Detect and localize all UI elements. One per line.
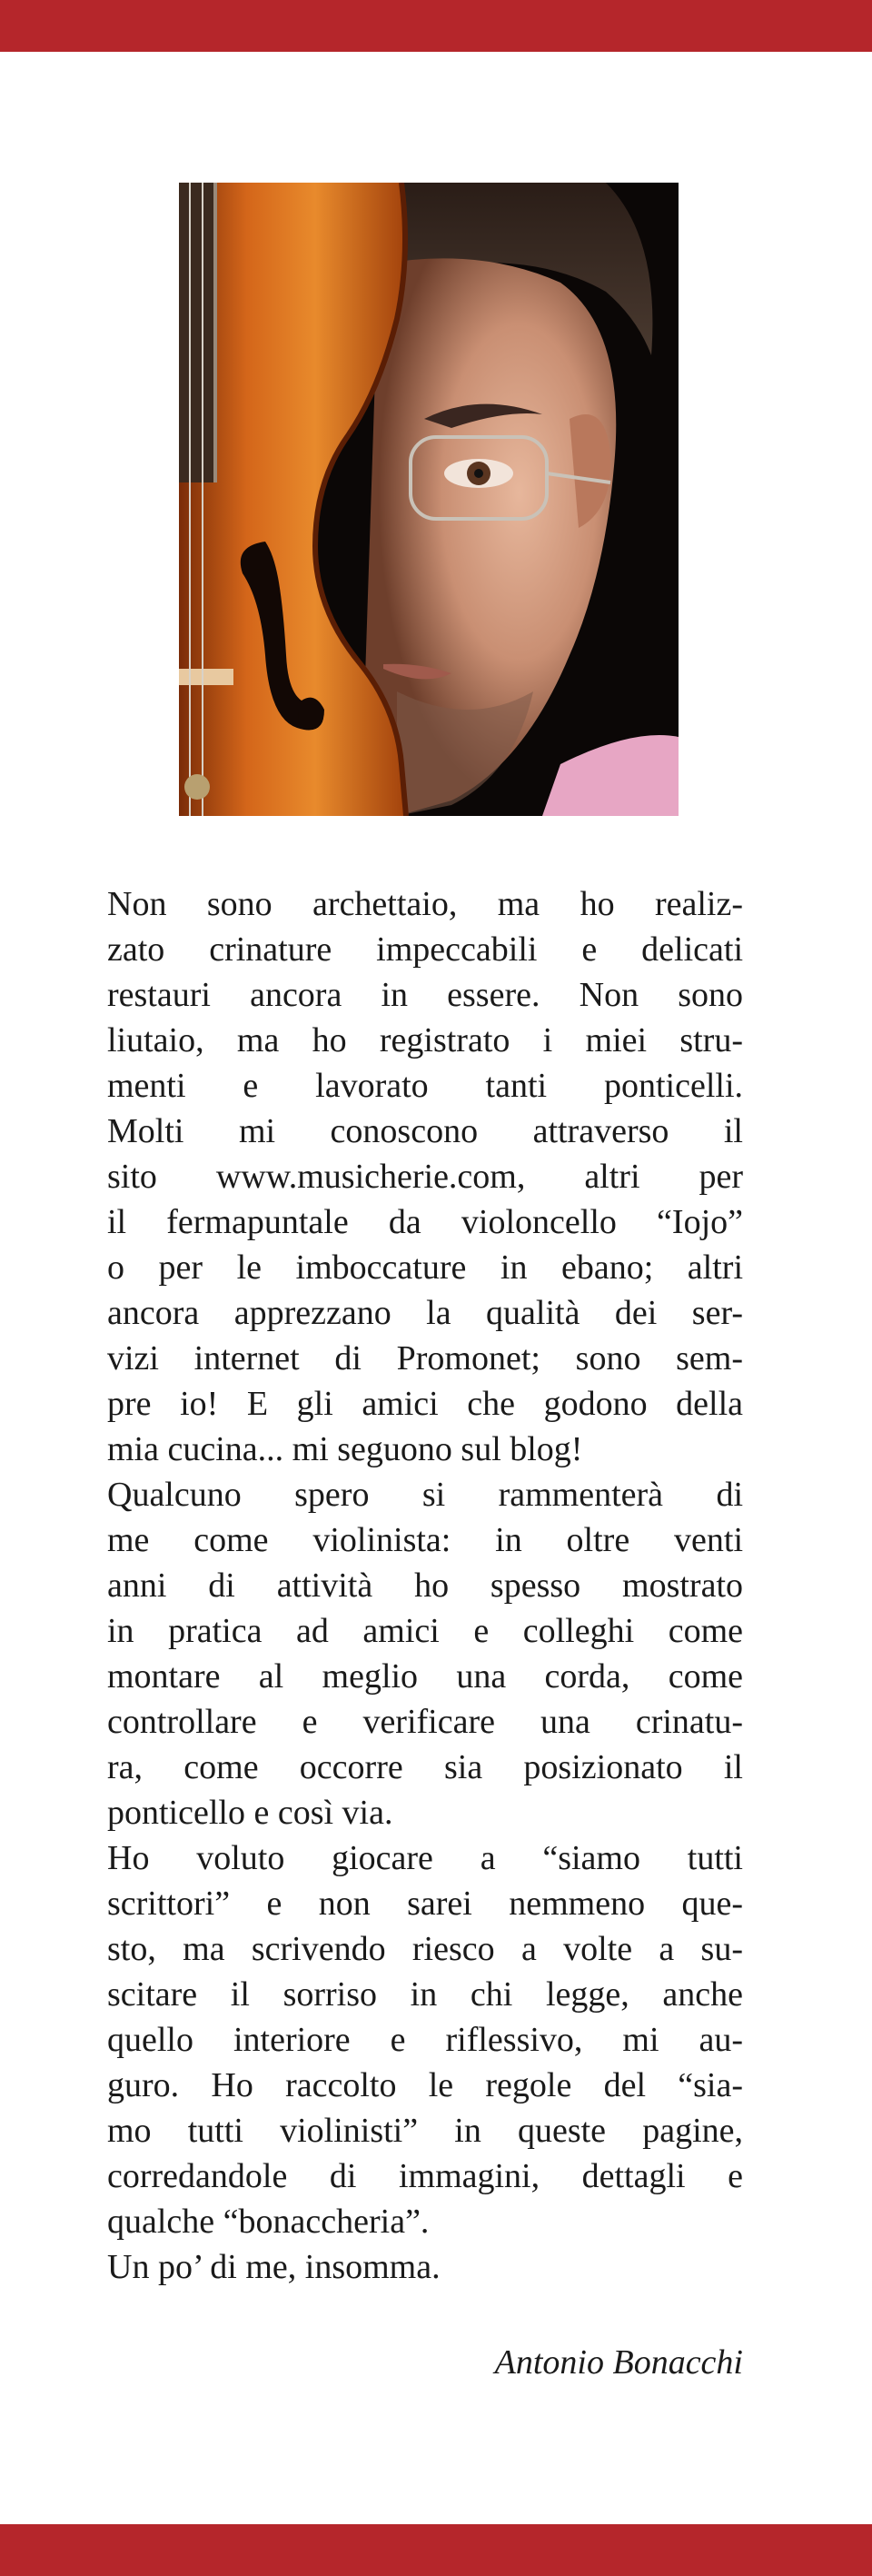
bio-line: ra, come occorre sia posizionato il [107, 1748, 743, 1786]
violin-portrait-photo [179, 183, 679, 816]
bio-line: me come violinista: in oltre venti [107, 1521, 743, 1559]
bio-line: o per le imboccature in ebano; altri [107, 1248, 743, 1287]
bio-line: Un po’ di me, insomma. [107, 2248, 441, 2286]
bio-line: pre io! E gli amici che godono della [107, 1385, 743, 1423]
bottom-color-band [0, 2524, 872, 2576]
bio-line: mia cucina... mi seguono sul blog! [107, 1430, 583, 1468]
bio-line: in pratica ad amici e colleghi come [107, 1612, 743, 1650]
bio-line: Ho voluto giocare a “siamo tutti [107, 1839, 743, 1877]
bio-line: Qualcuno spero si rammenterà di [107, 1476, 743, 1514]
bio-line: montare al meglio una corda, come [107, 1657, 743, 1696]
bio-line: ancora apprezzano la qualità dei ser- [107, 1294, 743, 1332]
bio-line: quello interiore e riflessivo, mi au- [107, 2021, 743, 2059]
top-color-band [0, 0, 872, 52]
bio-line: liutaio, ma ho registrato i miei stru- [107, 1021, 743, 1059]
bio-line: restauri ancora in essere. Non sono [107, 976, 743, 1014]
bio-line: Molti mi conoscono attraverso il [107, 1112, 743, 1150]
bio-line: corredandole di immagini, dettagli e [107, 2157, 743, 2195]
bio-line: Non sono archettaio, ma ho realiz- [107, 885, 743, 923]
bio-line: mo tutti violinisti” in queste pagine, [107, 2112, 743, 2150]
author-photo [179, 183, 679, 816]
bio-line: menti e lavorato tanti ponticelli. [107, 1067, 743, 1105]
bio-line: controllare e verificare una crinatu- [107, 1703, 743, 1741]
bio-line: qualche “bonaccheria”. [107, 2203, 430, 2241]
bio-line: sito www.musicherie.com, altri per [107, 1158, 743, 1196]
bio-line: vizi internet di Promonet; sono sem- [107, 1339, 743, 1378]
bio-line: scrittori” e non sarei nemmeno que- [107, 1885, 743, 1923]
bio-line: sto, ma scrivendo riesco a volte a su- [107, 1930, 743, 1968]
bio-line: il fermapuntale da violoncello “Iojo” [107, 1203, 743, 1241]
bio-line: zato crinature impeccabili e delicati [107, 930, 743, 969]
bio-line: scitare il sorriso in chi legge, anche [107, 1975, 743, 2014]
author-signature: Antonio Bonacchi [494, 2343, 743, 2382]
bio-text [107, 881, 743, 2290]
bio-line: guro. Ho raccolto le regole del “sia- [107, 2066, 743, 2104]
bio-line: ponticello e così via. [107, 1794, 393, 1832]
bio-line: anni di attività ho spesso mostrato [107, 1566, 743, 1605]
